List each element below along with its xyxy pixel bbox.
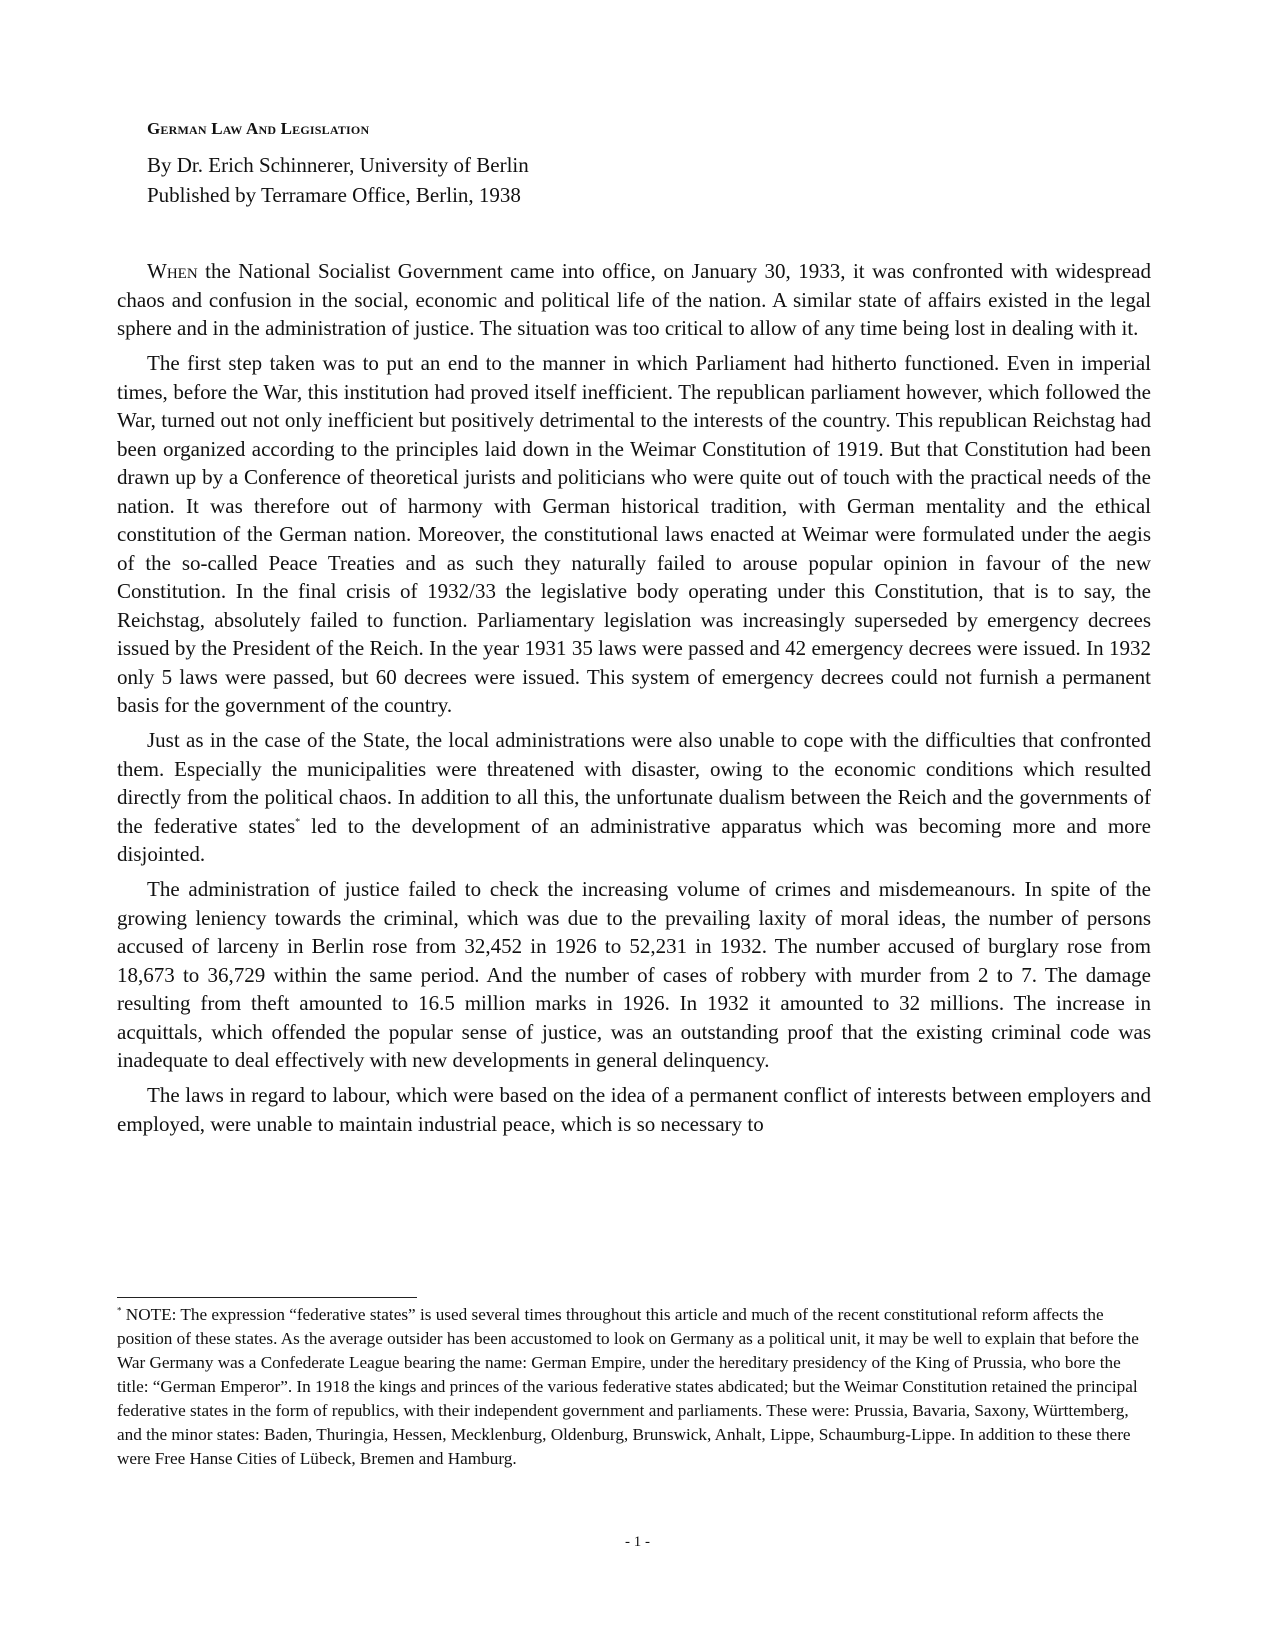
footnote-reference[interactable]: *: [295, 816, 301, 828]
document-title: German Law And Legislation: [147, 119, 370, 138]
paragraph-4: [117, 875, 1151, 1075]
footnote: [117, 1303, 1151, 1471]
paragraph-text: the National Socialist Government came into office, on January 30, 1933, it was confronted with widespread chaos and confusion in the social, economic and political life of the nation. A similar state of affairs existed in the legal sphere and in the administration of justice. The situation was too critical to allow of any time being lost in dealing with it.: [117, 259, 1151, 340]
footnote-text: NOTE: The expression “federative states” is used several times throughout this article and much of the recent constitutional reform affects the position of these states. As the average outsider has been accustomed to look on Germany as a political unit, it may be well to explain that before the War Germany was a Confederate League bearing the name: German Empire, under the hereditary presidency of the King of Prussia, who bore the title: “German Emperor”. In 1918 the kings and princes of the various federative states abdicated; but the Weimar Constitution retained the principal federative states in the form of republics, with their independent government and parliaments. These were: Prussia, Bavaria, Saxony, Württemberg, and the minor states: Baden, Thuringia, Hessen, Mecklenburg, Oldenburg, Brunswick, Anhalt, Lippe, Schaumburg-Lippe. In addition to these there were Free Hanse Cities of Lübeck, Bremen and Hamburg.: [117, 1305, 1139, 1468]
paragraph-text: The laws in regard to labour, which were based on the idea of a permanent conflict of interests between employers and employed, were unable to maintain industrial peace, which is so necessary to: [117, 1083, 1151, 1136]
paragraph-text: The first step taken was to put an end to the manner in which Parliament had hitherto functioned. Even in imperial times, before the War, this institution had proved itself inefficient. The republican parliament however, which followed the War, turned out not only inefficient but positively detrimental to the interests of the country. This republican Reichstag had been organized according to the principles laid down in the Weimar Constitution of 1919. But that Constitution had been drawn up by a Conference of theoretical jurists and politicians who were quite out of touch with the practical needs of the nation. It was therefore out of harmony with German historical tradition, with German mentality and the ethical constitution of the German nation. Moreover, the constitutional laws enacted at Weimar were formulated under the aegis of the so-called Peace Treaties and as such they naturally failed to arouse popular opinion in favour of the new Constitution. In the final crisis of 1932/33 the legislative body operating under this Constitution, that is to say, the Reichstag, absolutely failed to function. Parliamentary legislation was increasingly superseded by emergency decrees issued by the President of the Reich. In the year 1931 35 laws were passed and 42 emergency decrees were issued. In 1932 only 5 laws were passed, but 60 decrees were issued. This system of emergency decrees could not furnish a permanent basis for the government of the country.: [117, 351, 1151, 717]
article-body: [117, 257, 1151, 1145]
footnote-divider: [117, 1297, 417, 1298]
author-line: By Dr. Erich Schinnerer, University of Berlin: [147, 153, 529, 177]
publisher-line: Published by Terramare Office, Berlin, 1938: [147, 183, 521, 207]
paragraph-text: Just as in the case of the State, the local administrations were also unable to cope with the difficulties that confronted them. Especially the municipalities were threatened with disaster, owing to the economic conditions which resulted directly from the political chaos. In addition to all this, the unfortunate dualism between the Reich and the governments of the federative states: [117, 728, 1151, 838]
paragraph-5: [117, 1081, 1151, 1138]
paragraph-1: [117, 257, 1151, 343]
paragraph-text: The administration of justice failed to check the increasing volume of crimes and misdemeanours. In spite of the growing leniency towards the criminal, which was due to the prevailing laxity of moral ideas, the number of persons accused of larceny in Berlin rose from 32,452 in 1926 to 52,231 in 1932. The number accused of burglary rose from 18,673 to 36,729 within the same period. And the number of cases of robbery with murder from 2 to 7. The damage resulting from theft amounted to 16.5 million marks in 1926. In 1932 it amounted to 32 millions. The increase in acquittals, which offended the popular sense of justice, was an outstanding proof that the existing criminal code was inadequate to deal effectively with new developments in general delinquency.: [117, 877, 1151, 1072]
page-number: - 1 -: [625, 1534, 650, 1550]
footnote-marker: *: [117, 1305, 122, 1316]
paragraph-2: [117, 349, 1151, 720]
paragraph-3: [117, 726, 1151, 869]
document-header: [147, 118, 1127, 210]
paragraph-text: led to the development of an administrative apparatus which was becoming more and more disjointed.: [117, 813, 1151, 866]
paragraph-lead-word: When: [147, 259, 198, 283]
